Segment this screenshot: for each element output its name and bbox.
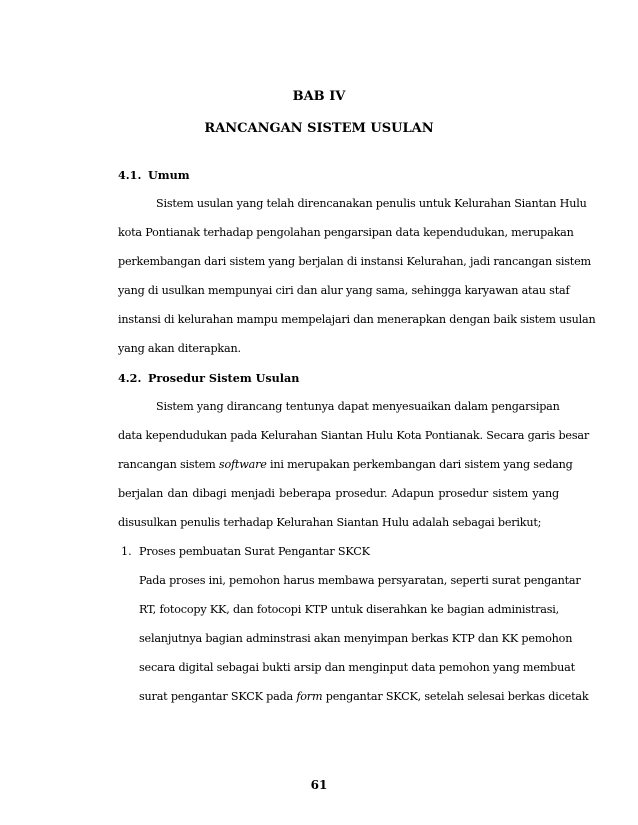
section-2-line-4: berjalan dan dibagi menjadi beberapa prosedur. Adapun prosedur sistem yang — [118, 487, 559, 500]
form-term: form — [296, 690, 323, 703]
section-1-line-4: yang di usulkan mempunyai ciri dan alur yang sama, sehingga karyawan atau staf — [118, 284, 570, 297]
list-item-1-line-5: surat pengantar SKCK pada form pengantar SKCK, setelah selesai berkas dicetak — [139, 690, 589, 703]
section-1-line-1: Sistem usulan yang telah direncanakan penulis untuk Kelurahan Siantan Hulu — [156, 197, 587, 210]
section-2-line-1: Sistem yang dirancang tentunya dapat menyesuaikan dalam pengarsipan — [156, 400, 560, 413]
section-1-number: 4.1. — [118, 168, 142, 182]
software-term: software — [218, 458, 267, 471]
chapter-number: BAB IV — [292, 89, 346, 104]
page-number: 61 — [310, 778, 328, 792]
section-2-line-2: data kependudukan pada Kelurahan Siantan Hulu Kota Pontianak. Secara garis besar — [118, 429, 589, 442]
section-1-line-6: yang akan diterapkan. — [118, 342, 241, 355]
list-item-1-title: Proses pembuatan Surat Pengantar SKCK — [139, 545, 370, 558]
list-item-1-number: 1. — [121, 545, 132, 558]
section-1-line-3: perkembangan dari sistem yang berjalan di instansi Kelurahan, jadi rancangan sistem — [118, 255, 591, 268]
section-2-line-5: disusulkan penulis terhadap Kelurahan Siantan Hulu adalah sebagai berikut; — [118, 516, 542, 529]
section-2-line-3: rancangan sistem software ini merupakan perkembangan dari sistem yang sedang — [118, 458, 573, 471]
section-2-number: 4.2. — [118, 371, 142, 385]
section-1-line-2: kota Pontianak terhadap pengolahan pengarsipan data kependudukan, merupakan — [118, 226, 574, 239]
chapter-title: RANCANGAN SISTEM USULAN — [204, 121, 434, 136]
section-1-line-5: instansi di kelurahan mampu mempelajari dan menerapkan dengan baik sistem usulan — [118, 313, 596, 326]
section-2-title: Prosedur Sistem Usulan — [148, 371, 300, 385]
list-item-1-line-4: secara digital sebagai bukti arsip dan menginput data pemohon yang membuat — [139, 661, 575, 674]
list-item-1-line-2: RT, fotocopy KK, dan fotocopi KTP untuk diserahkan ke bagian administrasi, — [139, 603, 559, 616]
list-item-1-line-1: Pada proses ini, pemohon harus membawa persyaratan, seperti surat pengantar — [139, 574, 581, 587]
list-item-1-line-3: selanjutnya bagian adminstrasi akan menyimpan berkas KTP dan KK pemohon — [139, 632, 573, 645]
section-1-title: Umum — [148, 168, 190, 182]
